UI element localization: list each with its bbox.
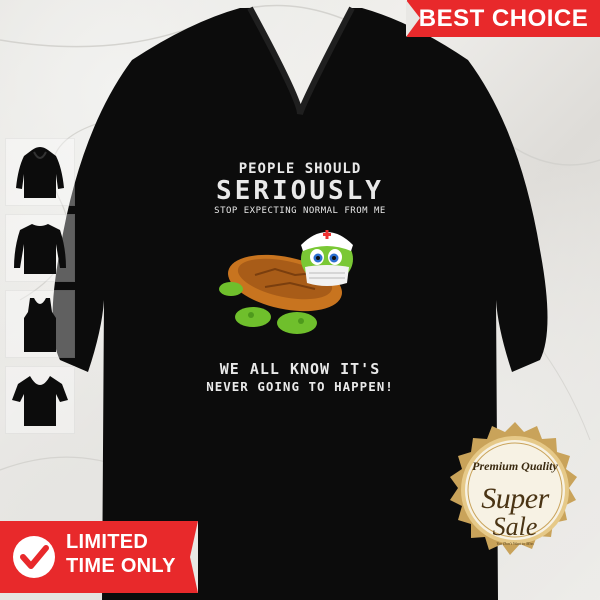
badge-line-1: LIMITED bbox=[66, 531, 149, 553]
v-neck-thumbnail[interactable] bbox=[5, 366, 75, 434]
tank-top-icon bbox=[10, 294, 70, 354]
product-thumbnails bbox=[5, 138, 75, 434]
hoodie-thumbnail[interactable] bbox=[5, 138, 75, 206]
best-choice-label: BEST CHOICE bbox=[418, 4, 589, 32]
print-line-4: WE ALL KNOW IT'S bbox=[219, 360, 381, 378]
seal-premium-label: Premium Quality bbox=[472, 459, 558, 473]
sweatshirt-icon bbox=[10, 218, 70, 278]
check-icon bbox=[13, 536, 55, 578]
premium-quality-seal bbox=[440, 420, 590, 570]
tank-top-thumbnail[interactable] bbox=[5, 290, 75, 358]
print-line-5: NEVER GOING TO HAPPEN! bbox=[206, 379, 394, 394]
best-choice-ribbon bbox=[407, 0, 600, 37]
v-neck-icon bbox=[10, 370, 70, 430]
sweatshirt-thumbnail[interactable] bbox=[5, 214, 75, 282]
seal-sale-label: Sale bbox=[492, 512, 538, 541]
hoodie-icon bbox=[10, 142, 70, 202]
limited-time-badge bbox=[0, 521, 198, 593]
badge-line-2: TIME ONLY bbox=[66, 555, 176, 577]
print-line-3: STOP EXPECTING NORMAL FROM ME bbox=[214, 206, 386, 216]
print-line-1: PEOPLE SHOULD bbox=[238, 161, 362, 177]
seal-super-label: Super bbox=[481, 482, 549, 515]
seal-small-label: You Don't Want to Miss bbox=[496, 541, 534, 546]
print-line-2: SERIOUSLY bbox=[216, 176, 384, 206]
